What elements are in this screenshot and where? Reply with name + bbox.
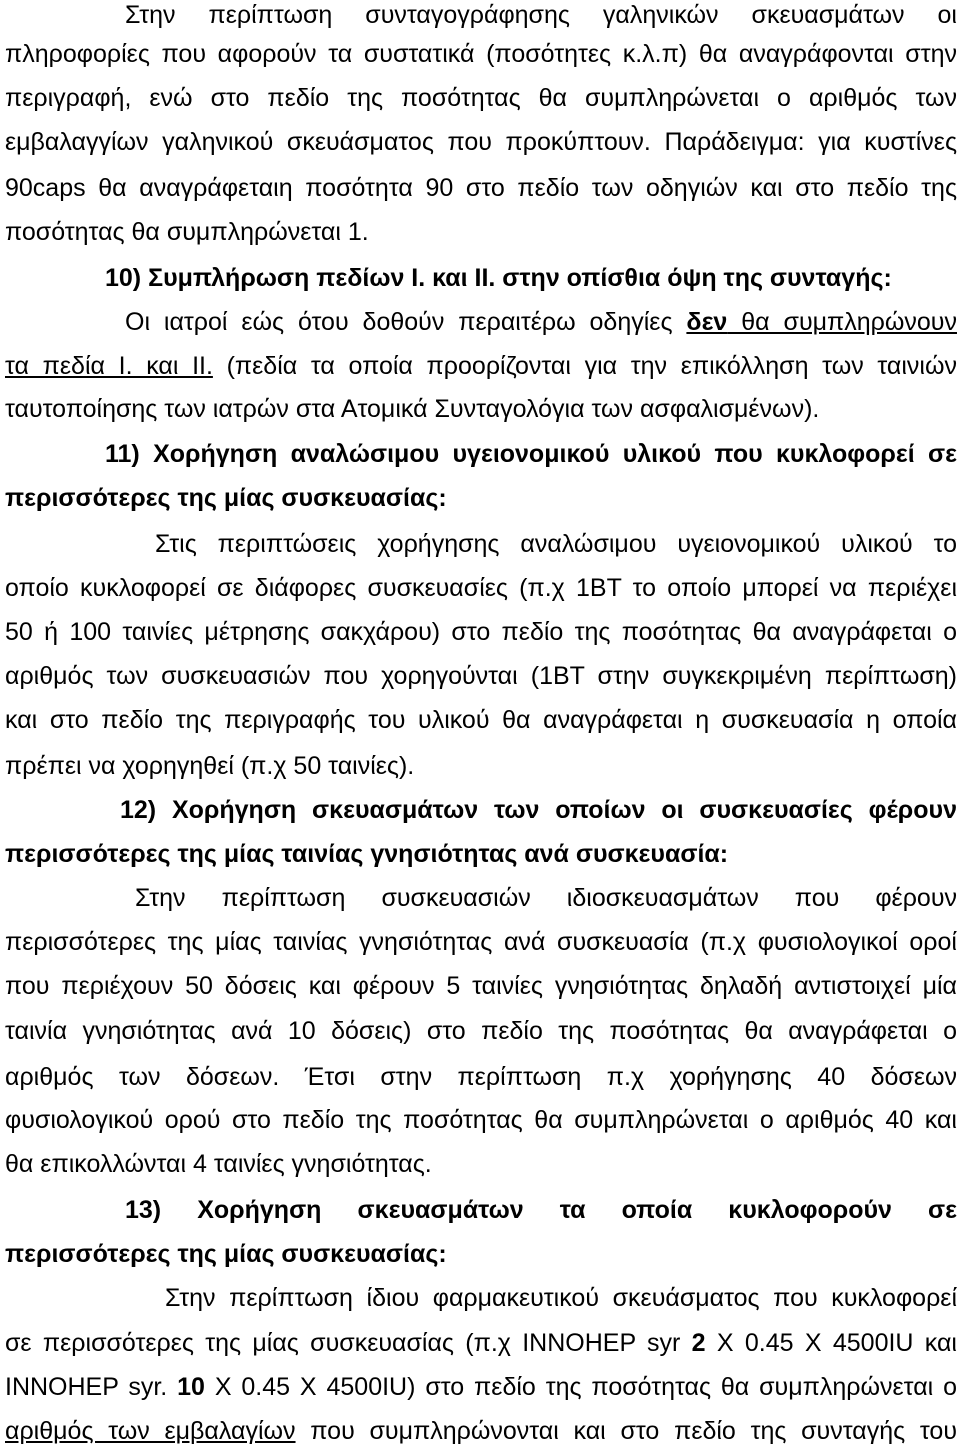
intro-line: Στην περίπτωση συνταγογράφησης γαληνικών σκευασμάτων οι [125,1,957,29]
section-12-body-line: αριθμός των δόσεων. Έτσι στην περίπτωση π.χ χορήγησης 40 δόσεων [5,1063,957,1091]
section-13-body-line [5,1328,957,1358]
body-text: INNOHEP syr. [5,1373,178,1401]
intro-line: εμβαλαγγίων γαληνικού σκευάσματος που προκύπτουν. Παράδειγμα: για κυστίνες [5,128,957,156]
underlined-text: αριθμός των εμβαλαγίων [5,1417,296,1445]
underlined-text: τα πεδία I. και II. [5,352,213,380]
section-10-heading: 10) Συμπλήρωση πεδίων I. και II. στην οπίσθια όψη της συνταγής: [105,264,892,292]
section-10-body-line [125,307,957,337]
intro-line: 90caps θα αναγράφεταιη ποσότητα 90 στο πεδίο των οδηγιών και στο πεδίο της [5,174,957,202]
section-13-heading: περισσότερες της μίας συσκευασίας: [5,1240,447,1268]
body-text: Οι ιατροί εώς ότου δοθούν περαιτέρω οδηγίες [125,308,687,336]
section-11-body-line: Στις περιπτώσεις χορήγησης αναλώσιμου υγειονομικού υλικού το [155,530,957,558]
section-11-body-line: οποίο κυκλοφορεί σε διάφορες συσκευασίες (π.χ 1BT το οποίο μπορεί να περιέχει [5,574,957,602]
intro-line: ποσότητας θα συμπληρώνεται 1. [5,218,369,246]
section-11-body-line: 50 ή 100 ταινίες μέτρησης σακχάρου) στο πεδίο της ποσότητας θα αναγράφεται ο [5,618,957,646]
section-12-heading: περισσότερες της μίας ταινίας γνησιότητας ανά συσκευασία: [5,840,729,868]
section-10-body-line: ταυτοποίησης των ιατρών στα Ατομικά Συνταγολόγια των ασφαλισμένων). [5,395,820,423]
section-12-body-line: ταινία γνησιότητας ανά 10 δόσεις) στο πεδίο της ποσότητας θα αναγράφεται ο [5,1017,957,1045]
body-text: (πεδία τα οποία προορίζονται για την επικόλληση των ταινιών [212,352,957,380]
section-11-heading: 11) Χορήγηση αναλώσιμου υγειονομικού υλικού που κυκλοφορεί σε [105,440,957,468]
section-13-body-line [5,1416,957,1446]
body-text: X 0.45 X 4500IU και [705,1329,957,1357]
negation-emphasis: δεν [686,308,728,336]
section-11-body-line: αριθμός των συσκευασιών που χορηγούνται (1BT στην συγκεκριμένη περίπτωση) [5,662,957,690]
section-13-heading: 13) Χορήγηση σκευασμάτων τα οποία κυκλοφορούν σε [125,1196,957,1224]
underlined-text: θα συμπληρώνουν [727,308,957,336]
quantity-emphasis: 2 [691,1329,706,1357]
section-12-body-line: φυσιολογικού ορού στο πεδίο της ποσότητας θα συμπληρώνεται ο αριθμός 40 και [5,1106,957,1134]
section-12-heading: 12) Χορήγηση σκευασμάτων των οποίων οι συσκευασίες φέρουν [120,796,957,824]
section-11-body-line: πρέπει να χορηγηθεί (π.χ 50 ταινίες). [5,752,415,780]
section-11-heading: περισσότερες της μίας συσκευασίας: [5,484,447,512]
section-12-body-line: περισσότερες της μίας ταινίας γνησιότητας ανά συσκευασία (π.χ φυσιολογικοί οροί [5,928,957,956]
body-text: X 0.45 X 4500IU) στο πεδίο της ποσότητας θα συμπληρώνεται ο [204,1373,957,1401]
section-13-body-line: Στην περίπτωση ίδιου φαρμακευτικού σκευάσματος που κυκλοφορεί [165,1284,957,1312]
intro-line: περιγραφή, ενώ στο πεδίο της ποσότητας θα συμπληρώνεται ο αριθμός των [5,84,957,112]
body-text: σε περισσότερες της μίας συσκευασίας (π.χ INNOHEP syr [5,1329,692,1357]
section-12-body-line: που περιέχουν 50 δόσεις και φέρουν 5 ταινίες γνησιότητας δηλαδή αντιστοιχεί μία [5,972,957,1000]
section-12-body-line: θα επικολλώνται 4 ταινίες γνησιότητας. [5,1150,432,1178]
section-10-body-line [5,351,957,381]
section-11-body-line: και στο πεδίο της περιγραφής του υλικού θα αναγράφεται η συσκευασία η οποία [5,706,957,734]
intro-line: πληροφορίες που αφορούν τα συστατικά (ποσότητες κ.λ.π) θα αναγράφονται στην [5,40,957,68]
section-12-body-line: Στην περίπτωση συσκευασιών ιδιοσκευασμάτων που φέρουν [135,884,957,912]
section-13-body-line [5,1372,957,1402]
quantity-emphasis: 10 [177,1373,205,1401]
body-text: που συμπληρώνονται και στο πεδίο της συνταγής του [295,1417,957,1445]
